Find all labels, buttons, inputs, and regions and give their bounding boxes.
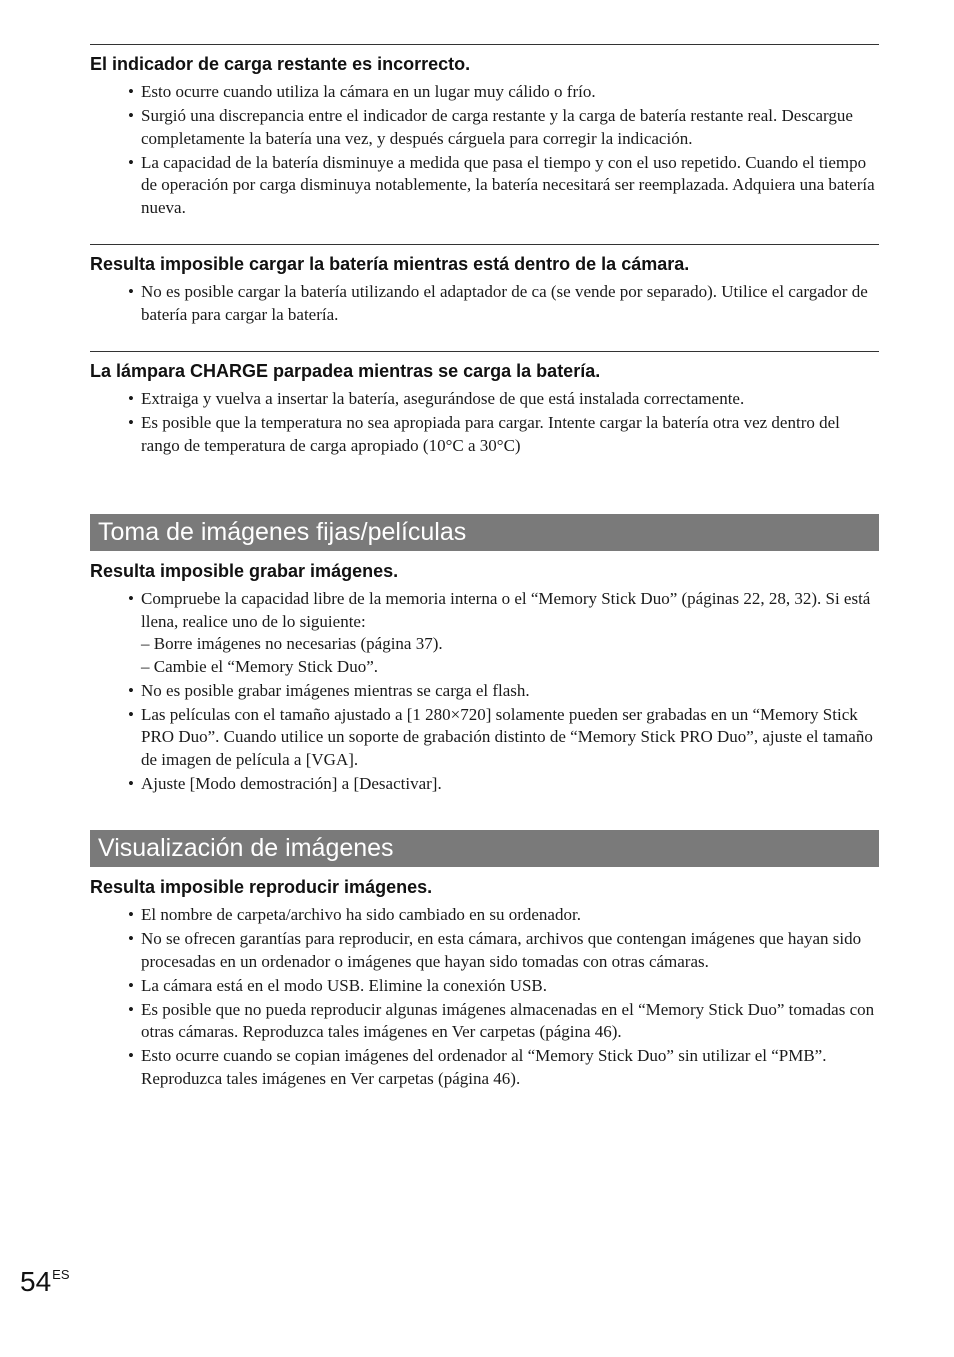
bullet-list	[90, 904, 879, 1090]
sub-item: – Cambie el “Memory Stick Duo”.	[141, 656, 379, 676]
sub-item: – Borre imágenes no necesarias (página 37).	[141, 634, 443, 653]
list-item: • Surgió una discrepancia entre el indicador de carga restante y la carga de batería restante real. Descargue completamente la batería una vez, y después cárguela para corregir la indicación.	[90, 105, 879, 150]
list-item: • Es posible que la temperatura no sea apropiada para cargar. Intente cargar la batería otra vez dentro del rango de temperatura de carga apropiado (10°C a 30°C)	[90, 412, 879, 457]
bullet-list	[90, 588, 879, 795]
bullet-list	[90, 281, 879, 326]
list-item: • Esto ocurre cuando se copian imágenes del ordenador al “Memory Stick Duo” sin utilizar el “PMB”. Reproduzca tales imágenes en Ver carpetas (página 46).	[90, 1045, 879, 1090]
bullet-list	[90, 81, 879, 219]
bullet-list	[90, 388, 879, 457]
page-number	[20, 1266, 70, 1298]
topic-battery-indicator	[90, 44, 879, 219]
page-content	[90, 44, 879, 1092]
topic-title: Resulta imposible grabar imágenes.	[90, 561, 399, 581]
list-item: • Extraiga y vuelva a insertar la batería, asegurándose de que está instalada correctamente.	[90, 388, 879, 411]
topic-title: El indicador de carga restante es incorrecto.	[90, 54, 471, 74]
topic-title: Resulta imposible reproducir imágenes.	[90, 877, 433, 897]
section-banner-shooting: Toma de imágenes fijas/películas	[90, 514, 879, 551]
list-item: • El nombre de carpeta/archivo ha sido cambiado en su ordenador.	[90, 904, 879, 927]
list-item: • Ajuste [Modo demostración] a [Desactivar].	[90, 773, 879, 796]
section-banner-viewing: Visualización de imágenes	[90, 830, 879, 867]
topic-title: La lámpara CHARGE parpadea mientras se carga la batería.	[90, 361, 601, 381]
list-item: • No es posible grabar imágenes mientras se carga el flash.	[90, 680, 879, 703]
topic-charge-lamp	[90, 351, 879, 457]
list-item	[90, 588, 879, 678]
list-item: • La capacidad de la batería disminuye a medida que pasa el tiempo y con el uso repetido. Cuando el tiempo de operación por carga disminuya notablemente, la batería necesitará ser reemplazada. Adquiera una batería nueva.	[90, 152, 879, 220]
list-item: • Es posible que no pueda reproducir algunas imágenes almacenadas en el “Memory Stick Duo” tomadas con otras cámaras. Reproduzca tales imágenes en Ver carpetas (página 46).	[90, 999, 879, 1044]
list-item: • Las películas con el tamaño ajustado a [1 280×720] solamente pueden ser grabadas en un “Memory Stick PRO Duo”. Cuando utilice un soporte de grabación distinto de “Memory Stick PRO Duo”, ajuste el tamaño de imagen de película a [VGA].	[90, 704, 879, 772]
page-number-value: 54	[20, 1266, 52, 1297]
bullet-text: Compruebe la capacidad libre de la memoria interna o el “Memory Stick Duo” (páginas 22, 28, 32). Si está llena, realice uno de lo siguiente:	[141, 589, 871, 631]
list-item: • La cámara está en el modo USB. Elimine la conexión USB.	[90, 975, 879, 998]
topic-title: Resulta imposible cargar la batería mientras está dentro de la cámara.	[90, 254, 690, 274]
topic-battery-charge-in-camera	[90, 244, 879, 326]
list-item: • No es posible cargar la batería utilizando el adaptador de ca (se vende por separado). Utilice el cargador de batería para cargar la batería.	[90, 281, 879, 326]
list-item: • Esto ocurre cuando utiliza la cámara en un lugar muy cálido o frío.	[90, 81, 879, 104]
language-code: ES	[52, 1267, 70, 1282]
list-item: • No se ofrecen garantías para reproducir, en esta cámara, archivos que contengan imágenes que hayan sido procesadas en un ordenador o imágenes que hayan sido tomadas con otras cámaras.	[90, 928, 879, 973]
